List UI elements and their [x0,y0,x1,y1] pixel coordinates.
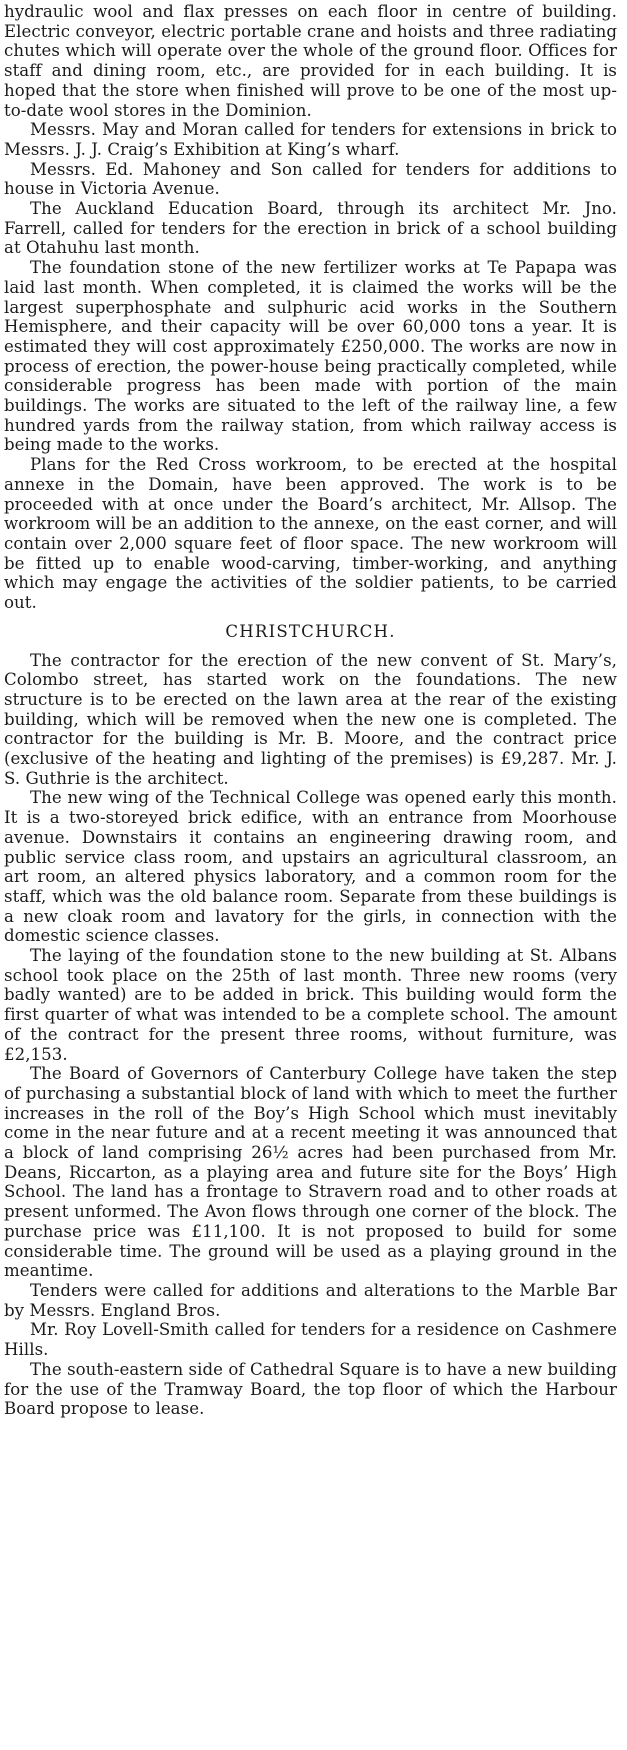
paragraph-education-board: The Auckland Education Board, through its architect Mr. Jno. Farrell, called for tenders for the erection in brick of a school building at Otahuhu last month. [4,199,617,258]
paragraph-cathedral-square: The south-eastern side of Cathedral Square is to have a new building for the use of the Tramway Board, the top floor of which the Harbour Board propose to lease. [4,1359,617,1419]
paragraph-lovell-smith-residence: Mr. Roy Lovell-Smith called for tenders for a residence on Cashmere Hills. [4,1320,617,1360]
paragraph-may-moran-tenders: Messrs. May and Moran called for tenders for extensions in brick to Messrs. J. J. Craig’s Exhibition at King’s wharf. [4,120,617,159]
paragraph-mahoney-tenders: Messrs. Ed. Mahoney and Son called for tenders for additions to house in Victoria Avenue. [4,159,617,199]
paragraph-st-albans-school: The laying of the foundation stone to the new building at St. Albans school took place on the 25th of last month. Three new rooms (very badly wanted) are to be added in brick. This building would form the first quarter of what was intended to be a complete school. The amount of the contract for the present three rooms, without furniture, was £2,153. [4,946,617,1064]
paragraph-wool-store-continuation: hydraulic wool and flax presses on each floor in centre of building. Electric conveyor, electric portable crane and hoists and three radiating chutes which will operate over the whole of the ground floor. Offices for staff and dining room, etc., are provided for in each building. It is hoped that the store when finished will prove to be one of the most up-to-date wool stores in the Dominion. [4,2,617,120]
paragraph-marble-bar: Tenders were called for additions and alterations to the Marble Bar by Messrs. England Bros. [4,1281,617,1320]
paragraph-st-marys-convent: The contractor for the erection of the new convent of St. Mary’s, Colombo street, has started work on the foundations. The new structure is to be erected on the lawn area at the rear of the existing building, which will be removed when the new one is completed. The contractor for the building is Mr. B. Moore, and the contract price (exclusive of the heating and lighting of the premises) is £9,287. Mr. J. S. Guthrie is the architect. [4,650,617,788]
paragraph-technical-college: The new wing of the Technical College was opened early this month. It is a two-storeyed brick edifice, with an entrance from Moorhouse avenue. Downstairs it contains an engineering drawing room, and public service class room, and upstairs an agricultural classroom, an art room, an altered physics laboratory, and a common room for the staff, which was the old balance room. Separate from these buildings is a new cloak room and lavatory for the girls, in connection with the domestic science classes. [4,788,617,946]
paragraph-red-cross-workroom: Plans for the Red Cross workroom, to be erected at the hospital annexe in the Domain, have been approved. The work is to be proceeded with at once under the Board’s architect, Mr. Allsop. The workroom will be an addition to the annexe, on the east corner, and will contain over 2,000 square feet of floor space. The new workroom will be fitted up to enable wood-carving, timber-working, and anything which may engage the activities of the soldier patients, to be carried out. [4,455,617,613]
paragraph-canterbury-college: The Board of Governors of Canterbury College have taken the step of purchasing a substantial block of land with which to meet the further increases in the roll of the Boy’s High School which must inevitably come in the near future and at a recent meeting it was announced that a block of land comprising 26½ acres had been purchased from Mr. Deans, Riccarton, as a playing area and future site for the Boys’ High School. The land has a frontage to Stravern road and to other roads at present unformed. The Avon flows through one corner of the block. The purchase price was £11,100. It is not proposed to build for some considerable time. The ground will be used as a playing ground in the meantime. [4,1064,617,1281]
paragraph-fertilizer-works: The foundation stone of the new fertilizer works at Te Papapa was laid last month. When completed, it is claimed the works will be the largest superphosphate and sulphuric acid works in the Southern Hemisphere, and their capacity will be over 60,000 tons a year. It is estimated they will cost approximately £250,000. The works are now in process of erection, the power-house being practically completed, while considerable progress has been made with portion of the main buildings. The works are situated to the left of the railway line, a few hundred yards from the railway station, from which railway access is being made to the works. [4,258,617,455]
section-heading-christchurch: CHRISTCHURCH. [225,621,396,641]
